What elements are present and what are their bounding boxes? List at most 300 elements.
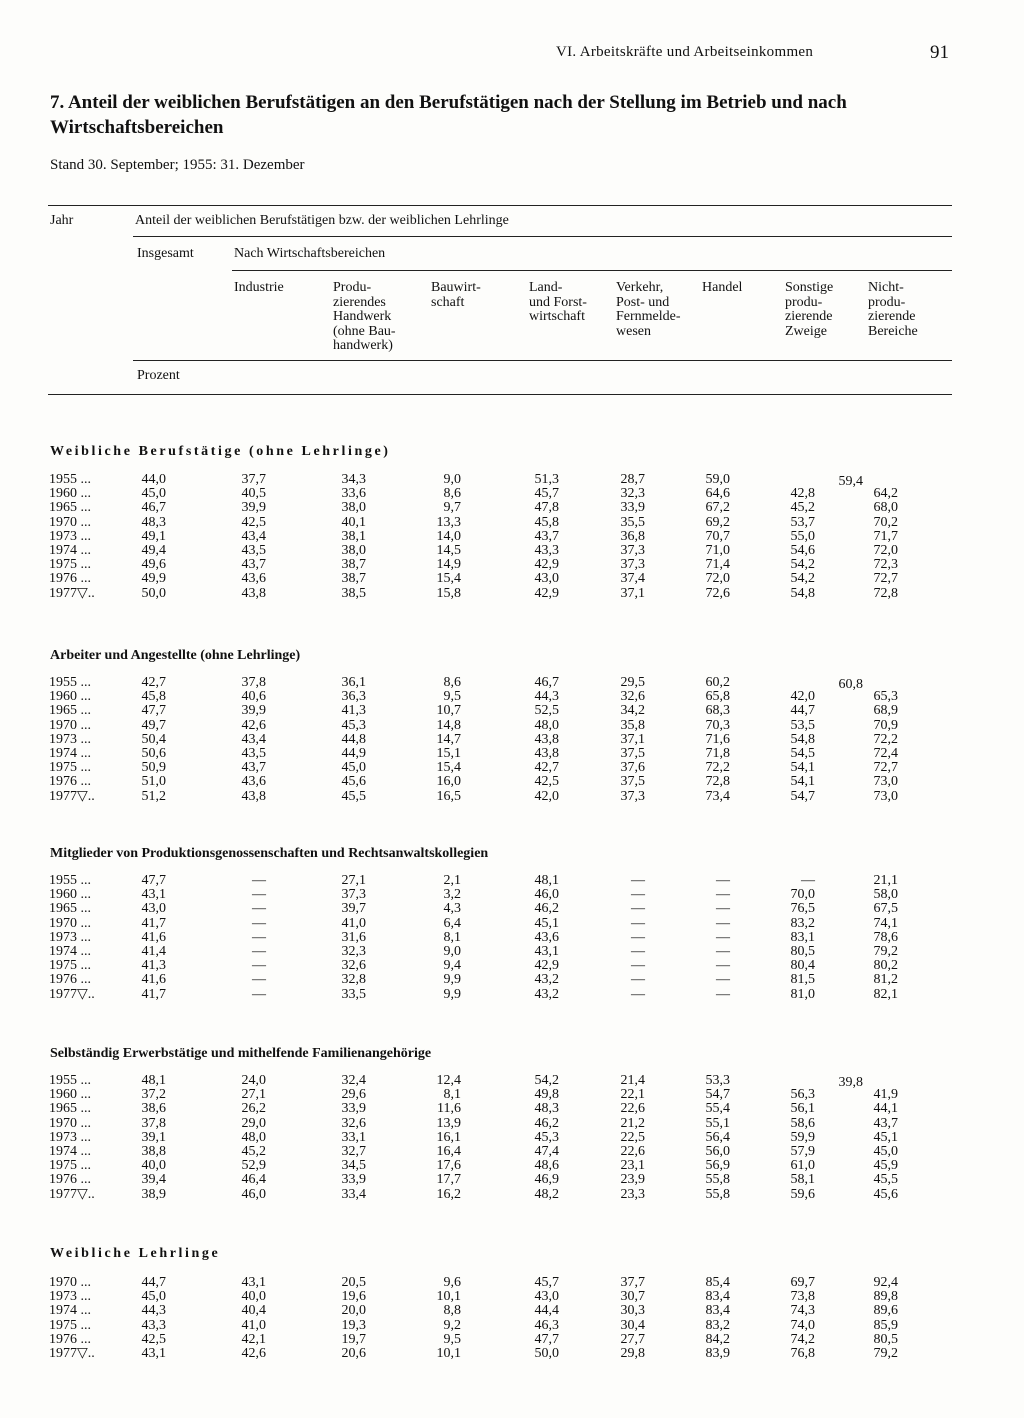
value-cell: 82,1 — [873, 986, 898, 1002]
value-cell: 43,1 — [141, 887, 166, 903]
value-cell: 69,2 — [705, 514, 730, 530]
value-cell: 64,2 — [873, 486, 898, 502]
value-cell: 74,1 — [873, 915, 898, 931]
value-cell: — — [716, 929, 730, 945]
value-cell: 89,8 — [873, 1289, 898, 1305]
value-cell: 72,0 — [873, 543, 898, 558]
value-cell: 13,3 — [436, 514, 461, 530]
header-col-handwerk: Produ- zierendes Handwerk (ohne Bau- handwerk) — [333, 280, 396, 353]
value-cell: 56,0 — [705, 1144, 730, 1159]
value-cell: 49,9 — [141, 571, 166, 587]
header-jahr: Jahr — [50, 213, 74, 228]
value-cell: 67,5 — [873, 901, 898, 917]
value-cell: 8,1 — [443, 1087, 461, 1103]
value-cell: 54,5 — [790, 746, 815, 761]
value-cell: — — [716, 873, 730, 888]
value-cell: 37,7 — [241, 472, 266, 487]
table-subtitle: Stand 30. September; 1955: 31. Dezember — [50, 157, 305, 173]
value-cell: 73,8 — [790, 1289, 815, 1305]
value-cell: 19,6 — [341, 1289, 366, 1305]
value-cell: 50,4 — [141, 731, 166, 747]
value-cell: — — [631, 873, 645, 888]
value-cell: 44,3 — [534, 689, 559, 705]
header-col-verkehr: Verkehr, Post- und Fernmelde- wesen — [616, 280, 681, 339]
value-cell: 73,0 — [873, 788, 898, 804]
year-cell: 1970 ... — [49, 717, 91, 733]
value-cell: 47,7 — [534, 1331, 559, 1347]
value-cell: 68,3 — [705, 703, 730, 719]
header-col-bauwirtschaft: Bauwirt- schaft — [431, 280, 481, 310]
value-cell: 40,6 — [241, 689, 266, 705]
year-cell: 1977▽.. — [49, 1346, 95, 1361]
value-cell: 38,8 — [141, 1144, 166, 1159]
value-cell: — — [801, 873, 815, 888]
value-cell: 69,7 — [790, 1275, 815, 1290]
value-cell: 17,6 — [436, 1158, 461, 1174]
value-cell: 46,0 — [534, 887, 559, 903]
value-cell: 10,1 — [436, 1289, 461, 1305]
value-cell: 74,3 — [790, 1303, 815, 1319]
value-cell: 43,8 — [241, 788, 266, 804]
value-cell: 43,7 — [534, 528, 559, 544]
value-cell: 39,9 — [241, 500, 266, 516]
year-cell: 1970 ... — [49, 1115, 91, 1131]
value-cell: 39,7 — [341, 901, 366, 917]
value-cell: 15,1 — [436, 746, 461, 761]
value-cell: 38,0 — [341, 500, 366, 516]
value-cell: 32,3 — [620, 486, 645, 502]
value-cell: 41,7 — [141, 986, 166, 1002]
value-cell: 72,2 — [873, 731, 898, 747]
value-cell: 74,2 — [790, 1331, 815, 1347]
header-top-rule — [48, 205, 952, 206]
value-cell: 35,5 — [620, 514, 645, 530]
header-col-sonstige: Sonstige produ- zierende Zweige — [785, 280, 834, 339]
value-cell: 32,4 — [341, 1073, 366, 1088]
value-cell: 16,5 — [436, 788, 461, 804]
value-cell: 51,2 — [141, 788, 166, 804]
merged-value-cell: 59,4 — [838, 474, 863, 489]
value-cell: 38,1 — [341, 528, 366, 544]
value-cell: 54,2 — [534, 1073, 559, 1088]
value-cell: 20,5 — [341, 1275, 366, 1290]
value-cell: 37,3 — [620, 557, 645, 573]
value-cell: 14,7 — [436, 731, 461, 747]
value-cell: 21,2 — [620, 1115, 645, 1131]
value-cell: 8,8 — [443, 1303, 461, 1319]
value-cell: 45,2 — [790, 500, 815, 516]
value-cell: 48,0 — [241, 1129, 266, 1145]
value-cell: 83,2 — [790, 915, 815, 931]
value-cell: 56,1 — [790, 1101, 815, 1117]
year-cell: 1960 ... — [49, 486, 91, 502]
running-head: VI. Arbeitskräfte und Arbeitseinkommen — [556, 44, 814, 60]
value-cell: 40,5 — [241, 486, 266, 502]
value-cell: 59,9 — [790, 1129, 815, 1145]
value-cell: 17,7 — [436, 1172, 461, 1188]
value-cell: 54,1 — [790, 774, 815, 790]
header-rule-nach — [232, 270, 952, 271]
value-cell: 33,5 — [341, 986, 366, 1002]
year-cell: 1976 ... — [49, 774, 91, 790]
value-cell: 41,3 — [341, 703, 366, 719]
value-cell: 55,4 — [705, 1101, 730, 1117]
value-cell: 46,4 — [241, 1172, 266, 1188]
value-cell: 29,8 — [620, 1346, 645, 1361]
value-cell: 45,0 — [141, 1289, 166, 1305]
value-cell: 43,7 — [241, 760, 266, 776]
value-cell: 27,1 — [341, 873, 366, 888]
section-title: Weibliche Lehrlinge — [50, 1246, 221, 1261]
value-cell: 65,8 — [705, 689, 730, 705]
value-cell: 45,7 — [534, 1275, 559, 1290]
value-cell: 36,8 — [620, 528, 645, 544]
value-cell: 37,3 — [341, 887, 366, 903]
value-cell: 36,1 — [341, 675, 366, 690]
value-cell: 43,2 — [534, 972, 559, 988]
value-cell: 37,5 — [620, 774, 645, 790]
year-cell: 1976 ... — [49, 571, 91, 587]
value-cell: 53,5 — [790, 717, 815, 733]
value-cell: 33,1 — [341, 1129, 366, 1145]
value-cell: 46,2 — [534, 901, 559, 917]
value-cell: 12,4 — [436, 1073, 461, 1088]
value-cell: 85,9 — [873, 1317, 898, 1333]
value-cell: 70,2 — [873, 514, 898, 530]
value-cell: 56,3 — [790, 1087, 815, 1103]
value-cell: 37,3 — [620, 788, 645, 804]
value-cell: 34,5 — [341, 1158, 366, 1174]
value-cell: 44,7 — [141, 1275, 166, 1290]
value-cell: 41,6 — [141, 929, 166, 945]
value-cell: 89,6 — [873, 1303, 898, 1319]
value-cell: 55,8 — [705, 1172, 730, 1188]
value-cell: 70,7 — [705, 528, 730, 544]
value-cell: 45,2 — [241, 1144, 266, 1159]
value-cell: 43,8 — [534, 731, 559, 747]
value-cell: 80,5 — [790, 944, 815, 959]
value-cell: 54,7 — [705, 1087, 730, 1103]
value-cell: 71,6 — [705, 731, 730, 747]
value-cell: 37,5 — [620, 746, 645, 761]
value-cell: 32,6 — [341, 958, 366, 974]
value-cell: 80,5 — [873, 1331, 898, 1347]
value-cell: 42,9 — [534, 585, 559, 601]
value-cell: 37,8 — [241, 675, 266, 690]
year-cell: 1965 ... — [49, 1101, 91, 1117]
value-cell: 43,1 — [241, 1275, 266, 1290]
value-cell: 59,6 — [790, 1186, 815, 1202]
value-cell: 37,1 — [620, 585, 645, 601]
value-cell: 71,8 — [705, 746, 730, 761]
year-cell: 1974 ... — [49, 944, 91, 959]
value-cell: 54,6 — [790, 543, 815, 558]
value-cell: 72,7 — [873, 760, 898, 776]
value-cell: — — [252, 972, 266, 988]
value-cell: 21,4 — [620, 1073, 645, 1088]
header-insgesamt: Insgesamt — [137, 246, 194, 261]
value-cell: 35,8 — [620, 717, 645, 733]
year-cell: 1975 ... — [49, 958, 91, 974]
value-cell: 3,2 — [443, 887, 461, 903]
value-cell: 43,2 — [534, 986, 559, 1002]
value-cell: 37,1 — [620, 731, 645, 747]
value-cell: 42,7 — [534, 760, 559, 776]
value-cell: 14,8 — [436, 717, 461, 733]
value-cell: 41,6 — [141, 972, 166, 988]
value-cell: 55,1 — [705, 1115, 730, 1131]
value-cell: 58,6 — [790, 1115, 815, 1131]
value-cell: 43,1 — [534, 944, 559, 959]
value-cell: 15,8 — [436, 585, 461, 601]
year-cell: 1976 ... — [49, 1331, 91, 1347]
value-cell: 11,6 — [437, 1101, 461, 1117]
value-cell: 49,7 — [141, 717, 166, 733]
value-cell: 74,0 — [790, 1317, 815, 1333]
value-cell: 9,5 — [443, 689, 461, 705]
value-cell: 46,0 — [241, 1186, 266, 1202]
value-cell: 36,3 — [341, 689, 366, 705]
value-cell: 79,2 — [873, 944, 898, 959]
year-cell: 1974 ... — [49, 543, 91, 558]
value-cell: 39,9 — [241, 703, 266, 719]
value-cell: 80,4 — [790, 958, 815, 974]
value-cell: 20,6 — [341, 1346, 366, 1361]
header-nach: Nach Wirtschaftsbereichen — [234, 246, 386, 261]
year-cell: 1975 ... — [49, 760, 91, 776]
value-cell: 65,3 — [873, 689, 898, 705]
value-cell: — — [716, 901, 730, 917]
value-cell: 56,9 — [705, 1158, 730, 1174]
value-cell: 49,6 — [141, 557, 166, 573]
value-cell: 72,3 — [873, 557, 898, 573]
value-cell: 72,7 — [873, 571, 898, 587]
value-cell: 8,6 — [443, 675, 461, 690]
value-cell: 14,0 — [436, 528, 461, 544]
value-cell: 85,4 — [705, 1275, 730, 1290]
section-title: Weibliche Berufstätige (ohne Lehrlinge) — [50, 444, 391, 459]
value-cell: 30,3 — [620, 1303, 645, 1319]
value-cell: 23,9 — [620, 1172, 645, 1188]
value-cell: 41,3 — [141, 958, 166, 974]
value-cell: 43,7 — [241, 557, 266, 573]
value-cell: 45,5 — [341, 788, 366, 804]
value-cell: 54,8 — [790, 731, 815, 747]
value-cell: 55,0 — [790, 528, 815, 544]
value-cell: 53,7 — [790, 514, 815, 530]
value-cell: 29,0 — [241, 1115, 266, 1131]
value-cell: 45,5 — [873, 1172, 898, 1188]
value-cell: 16,4 — [436, 1144, 461, 1159]
value-cell: 70,0 — [790, 887, 815, 903]
value-cell: 16,0 — [436, 774, 461, 790]
value-cell: 41,0 — [241, 1317, 266, 1333]
value-cell: 46,7 — [534, 675, 559, 690]
merged-value-cell: 60,8 — [838, 677, 863, 692]
value-cell: 40,0 — [141, 1158, 166, 1174]
value-cell: 38,0 — [341, 543, 366, 558]
value-cell: 41,9 — [873, 1087, 898, 1103]
value-cell: 48,6 — [534, 1158, 559, 1174]
value-cell: 57,9 — [790, 1144, 815, 1159]
value-cell: 40,0 — [241, 1289, 266, 1305]
year-cell: 1977▽.. — [49, 1186, 95, 1202]
value-cell: — — [631, 958, 645, 974]
value-cell: 32,3 — [341, 944, 366, 959]
year-cell: 1970 ... — [49, 915, 91, 931]
value-cell: 46,7 — [141, 500, 166, 516]
value-cell: 43,0 — [534, 1289, 559, 1305]
value-cell: 46,2 — [534, 1115, 559, 1131]
value-cell: 13,9 — [436, 1115, 461, 1131]
value-cell: 42,6 — [241, 1346, 266, 1361]
value-cell: 10,7 — [436, 703, 461, 719]
value-cell: 8,1 — [443, 929, 461, 945]
value-cell: 38,5 — [341, 585, 366, 601]
value-cell: 64,6 — [705, 486, 730, 502]
value-cell: 33,9 — [341, 1172, 366, 1188]
value-cell: 42,6 — [241, 717, 266, 733]
value-cell: 72,4 — [873, 746, 898, 761]
year-cell: 1975 ... — [49, 1317, 91, 1333]
year-cell: 1960 ... — [49, 887, 91, 903]
value-cell: 28,7 — [620, 472, 645, 487]
value-cell: 58,1 — [790, 1172, 815, 1188]
header-col-land-forst: Land- und Forst- wirtschaft — [529, 280, 587, 324]
value-cell: 9,4 — [443, 958, 461, 974]
value-cell: 49,8 — [534, 1087, 559, 1103]
year-cell: 1965 ... — [49, 901, 91, 917]
value-cell: — — [716, 944, 730, 959]
value-cell: — — [252, 887, 266, 903]
value-cell: 37,7 — [620, 1275, 645, 1290]
value-cell: 46,3 — [534, 1317, 559, 1333]
value-cell: — — [252, 929, 266, 945]
value-cell: 70,9 — [873, 717, 898, 733]
value-cell: 42,5 — [534, 774, 559, 790]
value-cell: 84,2 — [705, 1331, 730, 1347]
value-cell: 43,6 — [241, 571, 266, 587]
value-cell: 41,4 — [141, 944, 166, 959]
value-cell: — — [631, 972, 645, 988]
value-cell: 67,2 — [705, 500, 730, 516]
value-cell: 54,1 — [790, 760, 815, 776]
year-cell: 1974 ... — [49, 746, 91, 761]
value-cell: 83,1 — [790, 929, 815, 945]
year-cell: 1973 ... — [49, 731, 91, 747]
value-cell: 38,7 — [341, 571, 366, 587]
value-cell: 92,4 — [873, 1275, 898, 1290]
value-cell: 83,4 — [705, 1289, 730, 1305]
value-cell: 9,2 — [443, 1317, 461, 1333]
value-cell: 33,9 — [620, 500, 645, 516]
value-cell: — — [716, 972, 730, 988]
value-cell: 32,6 — [620, 689, 645, 705]
value-cell: 45,1 — [873, 1129, 898, 1145]
year-cell: 1973 ... — [49, 929, 91, 945]
value-cell: 43,4 — [241, 731, 266, 747]
value-cell: 43,6 — [241, 774, 266, 790]
value-cell: 50,0 — [534, 1346, 559, 1361]
value-cell: 47,4 — [534, 1144, 559, 1159]
value-cell: — — [252, 986, 266, 1002]
value-cell: 45,8 — [141, 689, 166, 705]
value-cell: 53,3 — [705, 1073, 730, 1088]
value-cell: 42,0 — [790, 689, 815, 705]
value-cell: 9,0 — [443, 472, 461, 487]
value-cell: 43,3 — [141, 1317, 166, 1333]
value-cell: 50,6 — [141, 746, 166, 761]
year-cell: 1965 ... — [49, 500, 91, 516]
year-cell: 1960 ... — [49, 1087, 91, 1103]
year-cell: 1977▽.. — [49, 585, 95, 601]
value-cell: 72,8 — [705, 774, 730, 790]
value-cell: 43,8 — [534, 746, 559, 761]
value-cell: 43,8 — [241, 585, 266, 601]
value-cell: 68,0 — [873, 500, 898, 516]
value-cell: 10,1 — [436, 1346, 461, 1361]
value-cell: 43,5 — [241, 746, 266, 761]
value-cell: 44,4 — [534, 1303, 559, 1319]
value-cell: 42,7 — [141, 675, 166, 690]
value-cell: 46,9 — [534, 1172, 559, 1188]
value-cell: 43,5 — [241, 543, 266, 558]
value-cell: 45,7 — [534, 486, 559, 502]
section-title: Mitglieder von Produktionsgenossenschaften und Rechtsanwaltskollegien — [50, 846, 489, 861]
value-cell: 44,0 — [141, 472, 166, 487]
value-cell: 16,2 — [436, 1186, 461, 1202]
value-cell: 47,7 — [141, 703, 166, 719]
year-cell: 1955 ... — [49, 1073, 91, 1088]
value-cell: 37,8 — [141, 1115, 166, 1131]
value-cell: 58,0 — [873, 887, 898, 903]
value-cell: 33,9 — [341, 1101, 366, 1117]
value-cell: 79,2 — [873, 1346, 898, 1361]
value-cell: 48,3 — [141, 514, 166, 530]
value-cell: 55,8 — [705, 1186, 730, 1202]
value-cell: 9,9 — [443, 972, 461, 988]
value-cell: 20,0 — [341, 1303, 366, 1319]
value-cell: 39,4 — [141, 1172, 166, 1188]
value-cell: 37,4 — [620, 571, 645, 587]
value-cell: 22,1 — [620, 1087, 645, 1103]
header-rule-anteil — [133, 236, 952, 237]
value-cell: 2,1 — [443, 873, 461, 888]
value-cell: 81,0 — [790, 986, 815, 1002]
value-cell: 45,3 — [341, 717, 366, 733]
value-cell: 52,5 — [534, 703, 559, 719]
value-cell: 6,4 — [443, 915, 461, 931]
value-cell: 34,2 — [620, 703, 645, 719]
value-cell: 29,5 — [620, 675, 645, 690]
value-cell: — — [631, 929, 645, 945]
value-cell: — — [716, 915, 730, 931]
table-title: 7. Anteil der weiblichen Berufstätigen an den Berufstätigen nach der Stellung im Betrieb und nach Wirtschaftsbereichen — [50, 92, 847, 138]
value-cell: 51,3 — [534, 472, 559, 487]
value-cell: 41,7 — [141, 915, 166, 931]
value-cell: 22,6 — [620, 1101, 645, 1117]
value-cell: 45,6 — [873, 1186, 898, 1202]
value-cell: 26,2 — [241, 1101, 266, 1117]
section-title: Selbständig Erwerbstätige und mithelfende Familienangehörige — [50, 1046, 432, 1061]
value-cell: — — [252, 873, 266, 888]
value-cell: 24,0 — [241, 1073, 266, 1088]
year-cell: 1974 ... — [49, 1303, 91, 1319]
value-cell: 43,0 — [534, 571, 559, 587]
value-cell: — — [631, 944, 645, 959]
value-cell: 38,7 — [341, 557, 366, 573]
value-cell: 19,7 — [341, 1331, 366, 1347]
